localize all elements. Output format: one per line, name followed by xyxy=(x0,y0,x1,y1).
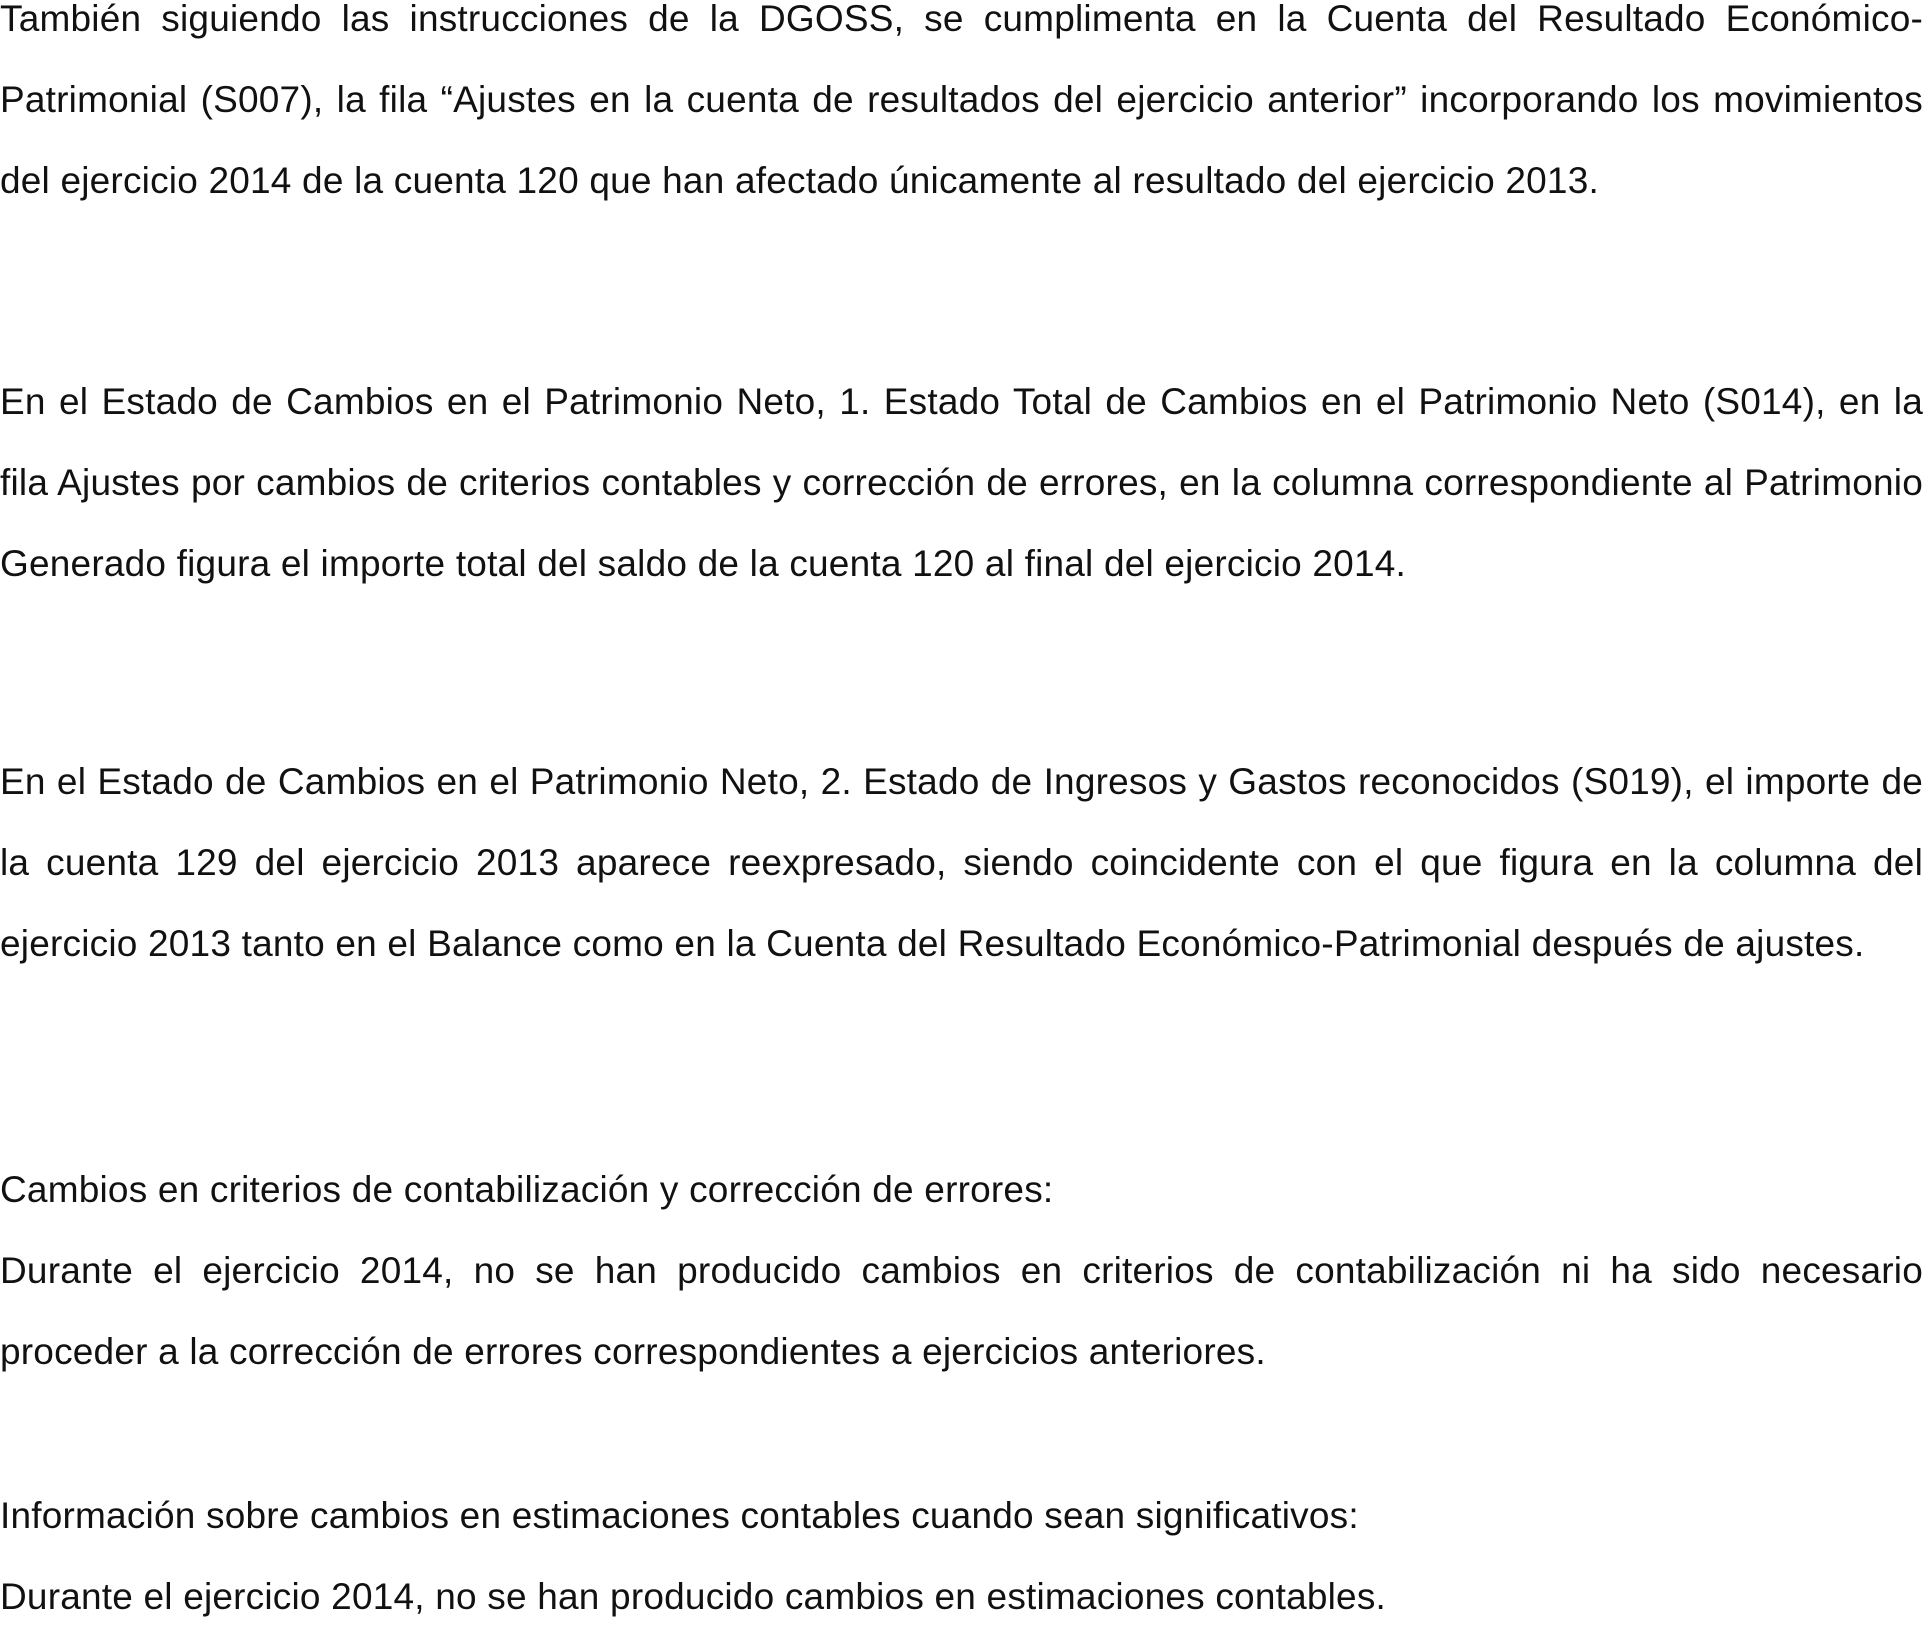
paragraph-income-expenses-recognized: En el Estado de Cambios en el Patrimonio Neto, 2. Estado de Ingresos y Gastos reconocidos (S019), el importe de la cuenta 129 del ejercicio 2013 aparece reexpresado, siendo coincidente con el que figura en la columna del ejercicio 2013 tanto en el Balance como en la Cuenta del Resultado Económico-Patrimonial después de ajustes. xyxy=(0,761,1923,964)
paragraph-accounting-criteria-changes: Durante el ejercicio 2014, no se han producido cambios en criterios de contabilización ni ha sido necesario proceder a la corrección de errores correspondientes a ejercicios anteriores. xyxy=(0,1250,1923,1372)
paragraph-accounting-estimates-changes: Durante el ejercicio 2014, no se han producido cambios en estimaciones contables. xyxy=(0,1576,1387,1617)
heading-accounting-criteria-changes: Cambios en criterios de contabilización y corrección de errores: xyxy=(0,1169,1054,1210)
heading-accounting-estimates-changes: Información sobre cambios en estimaciones contables cuando sean significativos: xyxy=(0,1495,1359,1536)
paragraph-dgoss-instructions: También siguiendo las instrucciones de la DGOSS, se cumplimenta en la Cuenta del Resultado Económico-Patrimonial (S007), la fila “Ajustes en la cuenta de resultados del ejercicio anterior” incorporando los movimientos del ejercicio 2014 de la cuenta 120 que han afectado únicamente al resultado del ejercicio 2013. xyxy=(0,0,1923,201)
paragraph-total-changes-equity: En el Estado de Cambios en el Patrimonio Neto, 1. Estado Total de Cambios en el Patrimonio Neto (S014), en la fila Ajustes por cambios de criterios contables y corrección de errores, en la columna correspondiente al Patrimonio Generado figura el importe total del saldo de la cuenta 120 al final del ejercicio 2014. xyxy=(0,381,1923,584)
